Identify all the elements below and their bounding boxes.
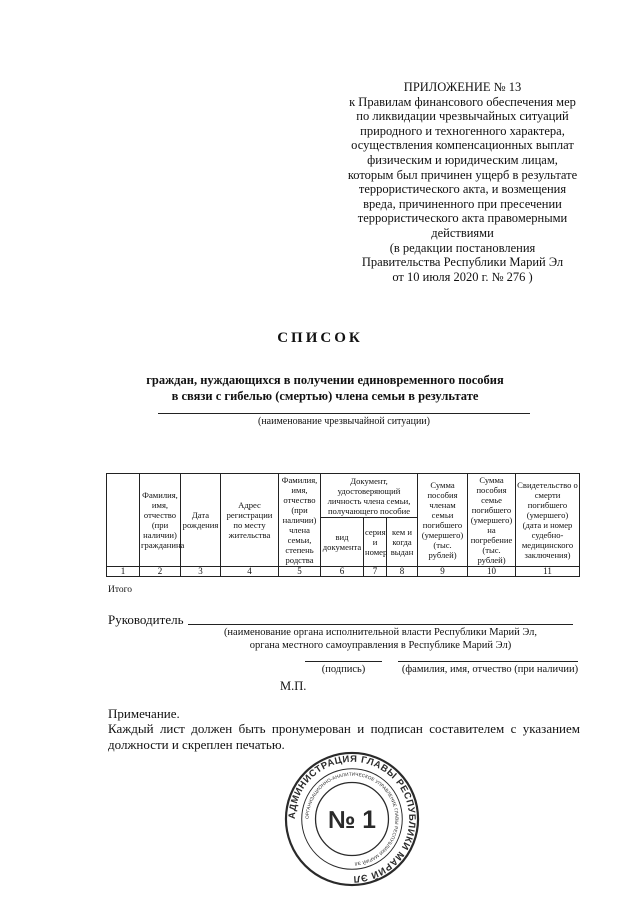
head-blank-line <box>188 624 573 625</box>
header-cell-number <box>107 474 140 567</box>
citizens-table <box>106 473 580 577</box>
seal-outer-text-path: АДМИНИСТРАЦИЯ ГЛАВЫ РЕСПУБЛИКИ МАРИЙ ЭЛ <box>286 753 418 885</box>
appendix-line: от 10 июля 2020 г. № 276 ) <box>392 269 533 284</box>
column-number: 5 <box>279 567 321 577</box>
appendix-line: физическим и юридическим лицам, <box>367 152 558 167</box>
appendix-line: которым был причинен ущерб в результате <box>347 167 578 182</box>
document-subtitle <box>110 372 540 404</box>
name-blank-line <box>398 661 578 662</box>
subtitle-line: граждан, нуждающихся в получении единовременного пособия <box>146 373 504 387</box>
note-text: Каждый лист должен быть пронумерован и подписан составителем с указанием должности и скреплен печатью. <box>108 721 580 752</box>
appendix-line: вреда, причиненного при пресечении <box>363 196 562 211</box>
header-cell-birth-date: Дата рождения <box>181 474 221 567</box>
header-cell-family-member: Фамилия, имя, отчество (при наличии) члена семьи, степень родства <box>279 474 321 567</box>
appendix-line: природного и техногенного характера, <box>360 123 565 138</box>
header-cell-full-name: Фамилия, имя, отчество (при наличии) гражданина <box>140 474 181 567</box>
column-number: 4 <box>221 567 279 577</box>
header-cell-document-type: вид документа <box>321 518 364 567</box>
appendix-line: действиями <box>431 225 494 240</box>
appendix-line: террористического акта правомерными <box>357 211 568 226</box>
column-number: 9 <box>418 567 468 577</box>
column-number: 1 <box>107 567 140 577</box>
header-cell-family-allowance: Сумма пособия членам семьи погибшего (умершего) (тыс. рублей) <box>418 474 468 567</box>
header-cell-series-number: серия и номер <box>364 518 387 567</box>
appendix-line: террористического акта, и возмещения <box>358 182 567 197</box>
header-cell-issued-by: кем и когда выдан <box>387 518 418 567</box>
official-seal <box>283 750 421 888</box>
header-cell-address: Адрес регистрации по месту жительства <box>221 474 279 567</box>
situation-blank-line <box>158 413 530 414</box>
column-number: 11 <box>516 567 580 577</box>
name-caption: (фамилия, имя, отчество (при наличии) <box>401 664 579 675</box>
appendix-title: ПРИЛОЖЕНИЕ № 13 <box>403 80 522 94</box>
appendix-header <box>330 80 595 284</box>
document-title: СПИСОК <box>277 330 363 346</box>
column-number: 6 <box>321 567 364 577</box>
appendix-line: к Правилам финансового обеспечения мер <box>349 94 576 109</box>
appendix-line: осуществления компенсационных выплат <box>351 138 574 153</box>
signature-caption: (подпись) <box>321 664 366 675</box>
column-number: 3 <box>181 567 221 577</box>
column-number: 7 <box>364 567 387 577</box>
seal-number: № 1 <box>328 806 376 834</box>
seal-inner-text-path: ОРГАНИЗАЦИОННО-АНАЛИТИЧЕСКОЕ УПРАВЛЕНИЕ ГЛАВЫ РЕСПУБЛИКИ МАРИЙ ЭЛ <box>304 771 400 867</box>
appendix-line: по ликвидации чрезвычайных ситуаций <box>356 109 569 124</box>
header-cell-death-certificate: Свидетельство о смерти погибшего (умершего) (дата и номер судебно-медицинского заключения) <box>516 474 580 567</box>
subtitle-line: в связи с гибелью (смертью) члена семьи в результате <box>171 389 479 403</box>
appendix-line: Правительства Республики Марий Эл <box>361 255 564 270</box>
column-number: 10 <box>468 567 516 577</box>
organization-caption-line: органа местного самоуправления в Республике Марий Эл) <box>249 640 512 651</box>
column-number: 2 <box>140 567 181 577</box>
organization-caption <box>188 626 573 652</box>
situation-caption: (наименование чрезвычайной ситуации) <box>258 416 430 427</box>
header-cell-funeral-allowance: Сумма пособия семье погибшего (умершего) на погребение (тыс. рублей) <box>468 474 516 567</box>
header-cell-identity-document: Документ, удостоверяющий личность члена семьи, получающего пособие <box>321 474 418 518</box>
stamp-place-label: М.П. <box>280 679 307 693</box>
note-title: Примечание. <box>108 706 180 721</box>
signature-blank-line <box>305 661 382 662</box>
appendix-line: (в редакции постановления <box>389 240 536 255</box>
column-number: 8 <box>387 567 418 577</box>
total-label: Итого <box>108 585 133 595</box>
organization-caption-line: (наименование органа исполнительной власти Республики Марий Эл, <box>223 627 538 638</box>
head-label: Руководитель <box>108 612 184 627</box>
